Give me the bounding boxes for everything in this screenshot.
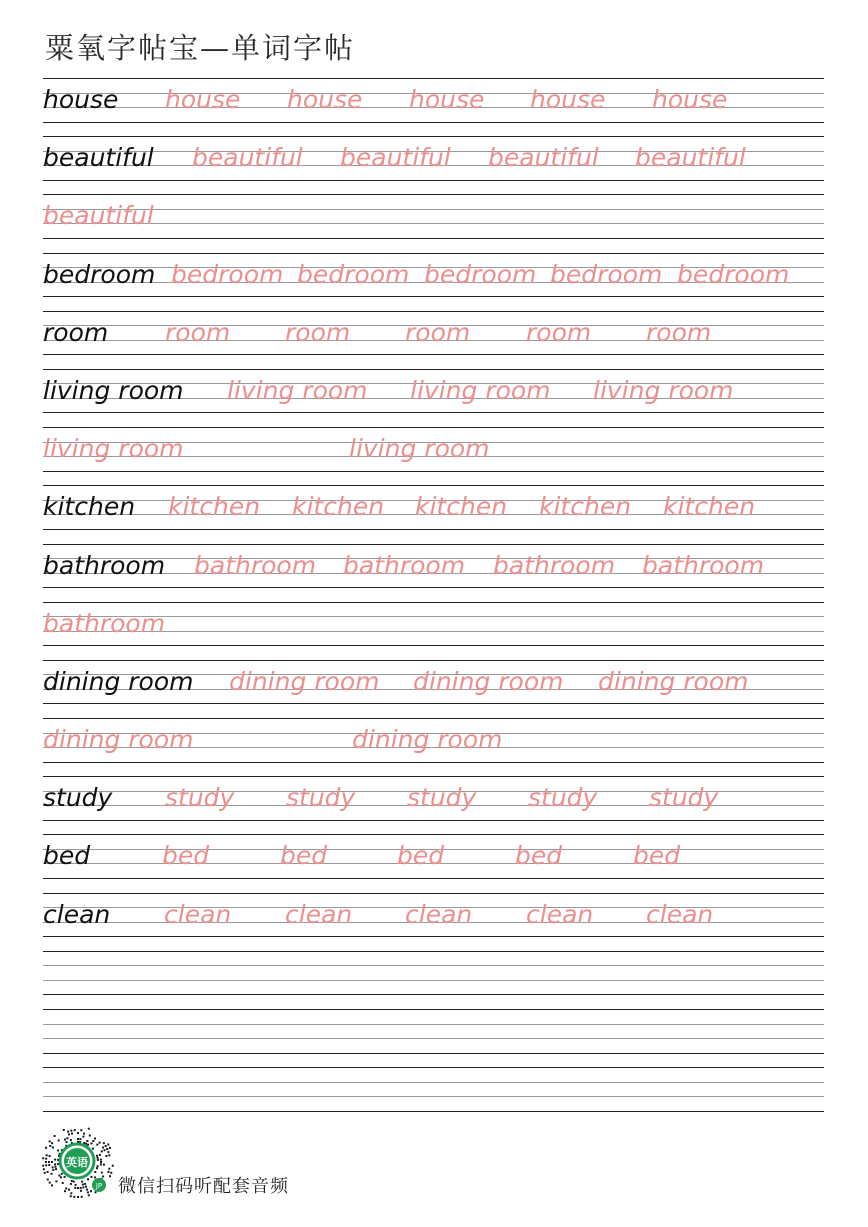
- trace-word: house: [165, 85, 241, 114]
- model-word: clean: [43, 899, 111, 929]
- trace-word: bedroom: [171, 259, 284, 289]
- practice-row: [43, 951, 824, 1009]
- scan-instruction: 微信扫码听配套音频: [118, 1176, 289, 1197]
- trace-word: living room: [43, 434, 184, 464]
- trace-word: kitchen: [539, 492, 632, 522]
- trace-word: kitchen: [415, 492, 508, 522]
- model-word: study: [43, 783, 113, 813]
- model-word: bedroom: [43, 259, 156, 289]
- trace-word: clean: [646, 899, 714, 929]
- trace-word: study: [165, 783, 235, 813]
- page-title: 粟氧字帖宝—单词字帖: [45, 31, 356, 65]
- trace-word: house: [409, 85, 485, 114]
- trace-word: dining room: [229, 666, 380, 696]
- trace-word: bed: [633, 841, 681, 871]
- practice-row: [43, 718, 824, 776]
- row-words: [43, 253, 824, 297]
- trace-word: living room: [410, 375, 551, 405]
- trace-word: living room: [349, 434, 490, 464]
- model-word: room: [43, 317, 109, 347]
- trace-word: room: [405, 317, 471, 347]
- trace-word: house: [287, 85, 363, 114]
- trace-word: beautiful: [192, 143, 303, 173]
- practice-sheet: [43, 78, 824, 1125]
- trace-word: house: [530, 85, 606, 114]
- trace-word: bedroom: [424, 259, 537, 289]
- row-words: [43, 893, 824, 937]
- practice-row: [43, 776, 824, 834]
- trace-word: study: [286, 783, 356, 813]
- trace-word: beautiful: [340, 143, 451, 173]
- trace-word: study: [528, 783, 598, 813]
- trace-word: clean: [285, 899, 353, 929]
- model-word: dining room: [43, 666, 194, 696]
- practice-row: [43, 78, 824, 136]
- row-words: [43, 311, 824, 355]
- trace-word: bedroom: [297, 259, 410, 289]
- row-words: [43, 136, 824, 180]
- practice-row: [43, 834, 824, 892]
- row-words: [43, 834, 824, 878]
- practice-row: [43, 1067, 824, 1125]
- row-words: [43, 427, 824, 471]
- trace-word: dining room: [413, 666, 564, 696]
- row-words: [43, 776, 824, 820]
- trace-word: room: [526, 317, 592, 347]
- model-word: house: [43, 85, 119, 114]
- row-words: [43, 78, 824, 122]
- row-words: [43, 1009, 824, 1053]
- practice-row: [43, 660, 824, 718]
- row-words: [43, 1067, 824, 1111]
- model-word: beautiful: [43, 143, 154, 173]
- practice-row: [43, 194, 824, 252]
- practice-row: [43, 544, 824, 602]
- practice-row: [43, 485, 824, 543]
- trace-word: bathroom: [493, 550, 616, 580]
- trace-word: bed: [162, 841, 210, 871]
- practice-row: [43, 602, 824, 660]
- trace-word: dining room: [352, 725, 503, 755]
- practice-row: [43, 311, 824, 369]
- trace-word: beautiful: [43, 201, 154, 231]
- model-word: bed: [43, 841, 91, 871]
- trace-word: room: [646, 317, 712, 347]
- trace-word: clean: [164, 899, 232, 929]
- trace-word: bedroom: [677, 259, 790, 289]
- trace-word: bathroom: [43, 608, 166, 638]
- trace-word: bed: [280, 841, 328, 871]
- practice-row: [43, 253, 824, 311]
- row-words: [43, 369, 824, 413]
- row-words: [43, 602, 824, 646]
- practice-row: [43, 893, 824, 951]
- model-word: bathroom: [43, 550, 166, 580]
- model-word: kitchen: [43, 492, 136, 522]
- trace-word: house: [652, 85, 728, 114]
- trace-word: living room: [593, 375, 734, 405]
- row-words: [43, 544, 824, 588]
- qr-code-icon[interactable]: [40, 1126, 114, 1198]
- trace-word: kitchen: [663, 492, 756, 522]
- trace-word: room: [165, 317, 231, 347]
- trace-word: study: [649, 783, 719, 813]
- trace-word: dining room: [598, 666, 749, 696]
- trace-word: living room: [227, 375, 368, 405]
- model-word: living room: [43, 375, 184, 405]
- footer: [40, 1126, 440, 1201]
- qr-corner-label: JP: [95, 1182, 103, 1190]
- trace-word: bathroom: [642, 550, 765, 580]
- trace-word: bed: [515, 841, 563, 871]
- trace-word: clean: [526, 899, 594, 929]
- row-words: [43, 194, 824, 238]
- practice-row: [43, 369, 824, 427]
- trace-word: kitchen: [292, 492, 385, 522]
- qr-badge-label: 英语: [66, 1156, 88, 1169]
- practice-row: [43, 427, 824, 485]
- trace-word: bed: [397, 841, 445, 871]
- practice-row: [43, 136, 824, 194]
- trace-word: kitchen: [168, 492, 261, 522]
- trace-word: bedroom: [550, 259, 663, 289]
- trace-word: bathroom: [343, 550, 466, 580]
- trace-word: room: [285, 317, 351, 347]
- trace-word: study: [407, 783, 477, 813]
- trace-word: beautiful: [635, 143, 746, 173]
- trace-word: dining room: [43, 725, 194, 755]
- row-words: [43, 951, 824, 995]
- row-words: [43, 718, 824, 762]
- row-words: [43, 660, 824, 704]
- practice-row: [43, 1009, 824, 1067]
- row-words: [43, 485, 824, 529]
- trace-word: beautiful: [488, 143, 599, 173]
- trace-word: clean: [405, 899, 473, 929]
- trace-word: bathroom: [194, 550, 317, 580]
